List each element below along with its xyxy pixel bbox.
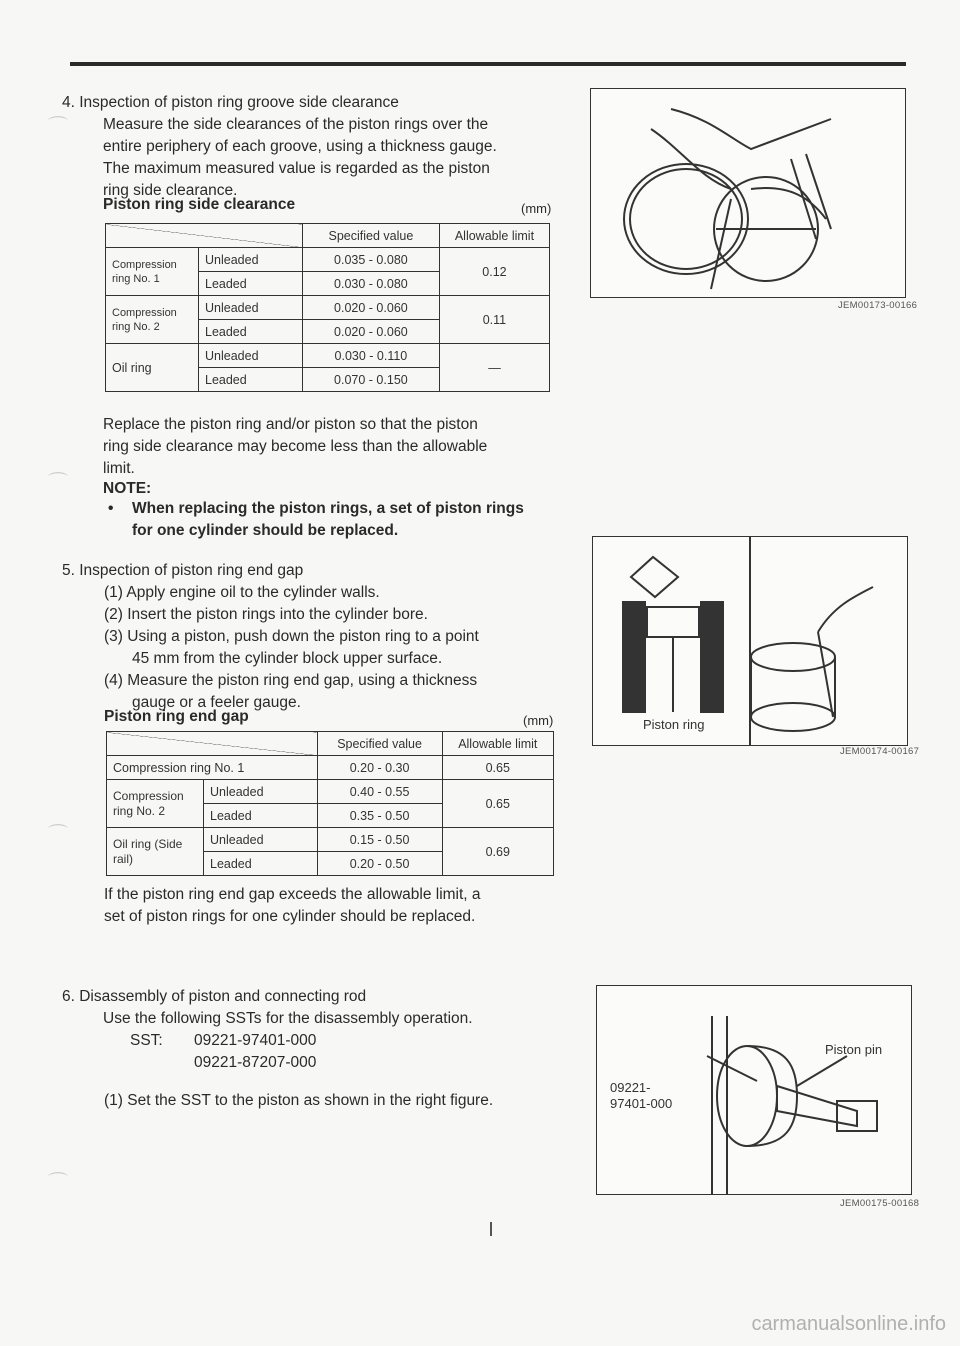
table-row: Leaded 0.070 - 0.150 xyxy=(106,368,550,392)
table-row: Leaded 0.20 - 0.50 xyxy=(107,852,554,876)
watermark: carmanualsonline.info xyxy=(751,1313,946,1335)
note-label: NOTE: xyxy=(103,480,152,497)
end-gap-table xyxy=(106,731,554,876)
section5-steps: (1) Apply engine oil to the cylinder walls. (2) Insert the piston rings into the cylinder bore. (3) Using a piston, push down the piston ring to a point 45 mm from the cylinder block upper surface. (4) Measure the piston ring end gap, using a thickness gauge or a feeler gauge. xyxy=(104,584,479,711)
end-gap-table-title: Piston ring end gap xyxy=(104,708,249,725)
margin-mark: ⌒ xyxy=(48,1172,68,1194)
side-clearance-unit: (mm) xyxy=(521,201,552,216)
thickness-gauge-illustration xyxy=(591,89,905,297)
section6-heading: 6. Disassembly of piston and connecting rod xyxy=(62,988,367,1005)
figure-disassembly xyxy=(596,985,912,1195)
margin-mark: ⌒ xyxy=(48,472,68,494)
header-allowable: Allowable limit xyxy=(439,224,549,248)
header-specified: Specified value xyxy=(302,224,439,248)
sst-fig-label: 09221- 97401-000 xyxy=(610,1080,673,1111)
section5-heading: 5. Inspection of piston ring end gap xyxy=(62,562,304,579)
section4-heading: 4. Inspection of piston ring groove side clearance xyxy=(62,94,399,111)
table-row: Leaded 0.020 - 0.060 xyxy=(106,320,550,344)
margin-mark: ⌒ xyxy=(48,116,68,138)
page-mark xyxy=(490,1222,492,1236)
section6-step1: (1) Set the SST to the piston as shown in the right figure. xyxy=(104,1092,494,1109)
table-row: Compression ring No. 2 Unleaded 0.40 - 0.55 0.65 xyxy=(107,780,554,804)
section6-para: Use the following SSTs for the disassembly operation. xyxy=(103,1010,473,1027)
figure3-code: JEM00175-00168 xyxy=(840,1198,920,1209)
figure-divider xyxy=(749,537,751,745)
section5-after: If the piston ring end gap exceeds the allowable limit, a set of piston rings for one cylinder should be replaced. xyxy=(104,886,481,925)
piston-ring-label: Piston ring xyxy=(643,717,705,732)
piston-pin-label: Piston pin xyxy=(825,1042,883,1057)
sst-number-2: 09221-87207-000 xyxy=(194,1054,317,1071)
table-row: Compression ring No. 1 Unleaded 0.035 - 0.080 0.12 xyxy=(106,248,550,272)
section4-para: Measure the side clearances of the piston rings over the entire periphery of each groove, using a thickness gauge. The maximum measured value is regarded as the piston ring side clearance. xyxy=(103,116,497,199)
header-specified: Specified value xyxy=(317,732,442,756)
figure1-code: JEM00173-00166 xyxy=(838,300,918,311)
figure-side-clearance xyxy=(590,88,906,298)
section4-after: Replace the piston ring and/or piston so that the piston ring side clearance may become less than the allowable limit. xyxy=(103,416,488,477)
side-clearance-table xyxy=(105,223,550,392)
table-corner xyxy=(106,224,303,248)
margin-mark: ⌒ xyxy=(48,824,68,846)
table-corner xyxy=(107,732,318,756)
sst-label: SST: xyxy=(130,1032,163,1049)
table-row: Oil ring Unleaded 0.030 - 0.110 — xyxy=(106,344,550,368)
end-gap-unit: (mm) xyxy=(523,713,554,728)
note-bullet: • xyxy=(108,500,114,517)
table-row: Leaded 0.030 - 0.080 xyxy=(106,272,550,296)
header-rule xyxy=(70,62,906,66)
note-text: When replacing the piston rings, a set of piston rings for one cylinder should be replaced. xyxy=(132,500,524,539)
table-row: Leaded 0.35 - 0.50 xyxy=(107,804,554,828)
header-allowable: Allowable limit xyxy=(442,732,553,756)
side-clearance-table-title: Piston ring side clearance xyxy=(103,196,296,213)
figure-end-gap xyxy=(592,536,908,746)
table-row: Compression ring No. 2 Unleaded 0.020 - 0.060 0.11 xyxy=(106,296,550,320)
sst-number-1: 09221-97401-000 xyxy=(194,1032,317,1049)
table-row: Oil ring (Side rail) Unleaded 0.15 - 0.50 0.69 xyxy=(107,828,554,852)
figure2-code: JEM00174-00167 xyxy=(840,746,920,757)
table-row: Compression ring No. 1 0.20 - 0.30 0.65 xyxy=(107,756,554,780)
